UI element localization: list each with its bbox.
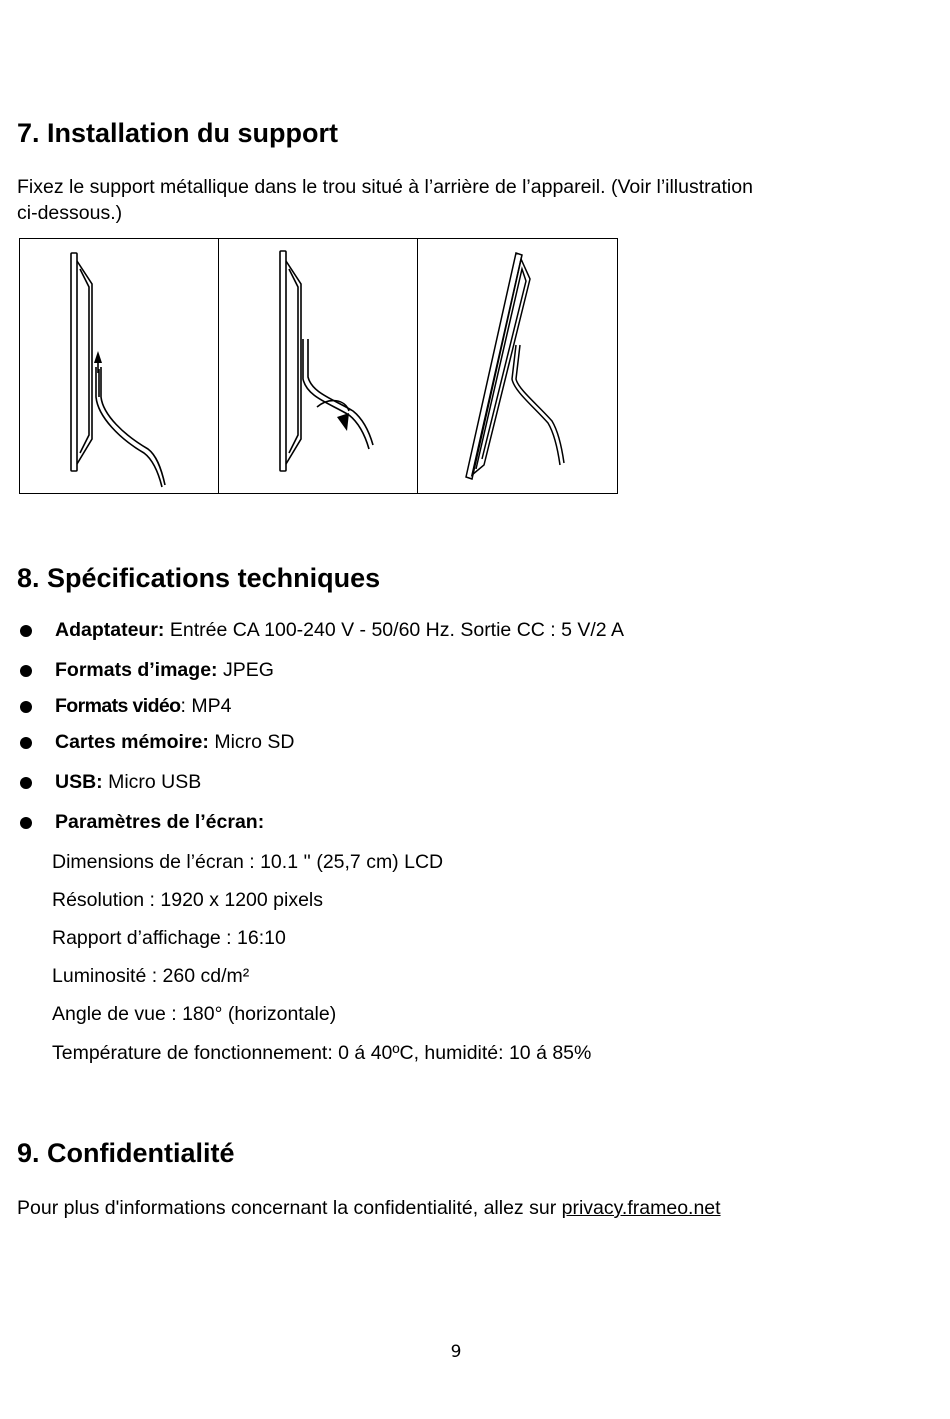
stand-rotate-illustration [219, 239, 417, 492]
spec-value: Micro USB [102, 771, 202, 793]
spec-value: Entrée CA 100-240 V - 50/60 Hz. Sortie CC : 5 V/2 A [164, 619, 624, 641]
bullet-dot [20, 777, 32, 789]
bullet-dot [20, 701, 32, 713]
figure-panel-stand [418, 239, 617, 493]
spec-label: Adaptateur: [55, 619, 165, 641]
spec-label: USB: [55, 771, 103, 793]
intro-line-1: Fixez le support métallique dans le trou situé à l’arrière de l’appareil. (Voir l’illustration [17, 176, 753, 198]
stand-insert-illustration [20, 239, 218, 492]
screen-param: Rapport d’affichage : 16:10 [52, 927, 286, 949]
figure-panel-rotate [219, 239, 418, 493]
page-number: 9 [450, 1342, 462, 1362]
spec-label: Paramètres de l’écran: [55, 811, 265, 833]
bullet-dot [20, 817, 32, 829]
spec-label: Formats d’image: [55, 659, 218, 681]
spec-label: Cartes mémoire: [55, 731, 209, 753]
privacy-text: Pour plus d'informations concernant la confidentialité, allez sur [17, 1197, 562, 1219]
spec-value: JPEG [217, 659, 274, 681]
spec-label: Formats vidéo [55, 695, 181, 717]
screen-param: Température de fonctionnement: 0 á 40ºC, humidité: 10 á 85% [52, 1042, 592, 1064]
spec-value: Micro SD [208, 731, 295, 753]
bullet-dot [20, 737, 32, 749]
screen-param: Angle de vue : 180° (horizontale) [52, 1003, 337, 1025]
screen-param: Luminosité : 260 cd/m² [52, 965, 250, 987]
section-9-title: 9. Confidentialité [17, 1138, 235, 1168]
section-7-intro [17, 174, 753, 226]
screen-param: Dimensions de l’écran : 10.1 '' (25,7 cm) LCD [52, 851, 444, 873]
section-8-title: 8. Spécifications techniques [17, 563, 381, 593]
privacy-link[interactable]: privacy.frameo.net [561, 1197, 721, 1219]
stand-mounted-illustration [418, 239, 616, 492]
stand-installation-figure [19, 238, 618, 494]
spec-value: : MP4 [180, 695, 232, 717]
bullet-dot [20, 665, 32, 677]
section-7-title: 7. Installation du support [17, 118, 339, 148]
bullet-dot [20, 625, 32, 637]
figure-panel-insert [20, 239, 219, 493]
privacy-paragraph [17, 1195, 721, 1221]
intro-line-2: ci-dessous.) [17, 202, 123, 224]
screen-param: Résolution : 1920 x 1200 pixels [52, 889, 324, 911]
